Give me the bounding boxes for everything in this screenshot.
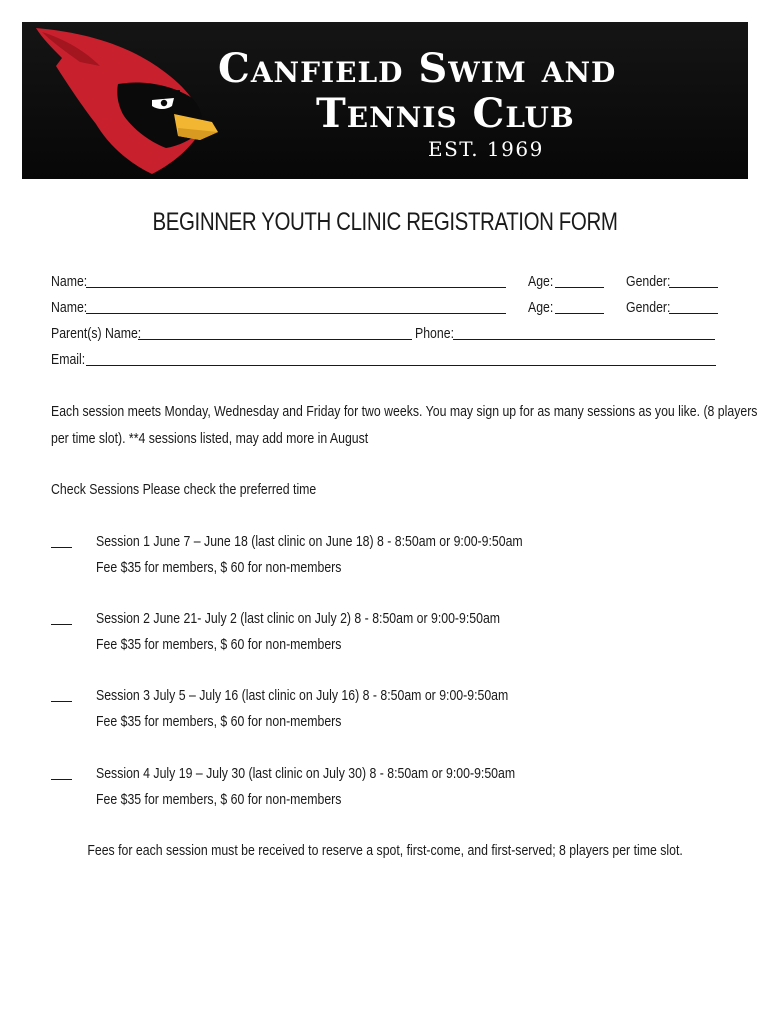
session-3-checkbox[interactable] (51, 700, 72, 702)
name-label: Name: (51, 299, 88, 316)
session-1-checkbox[interactable] (51, 546, 72, 548)
gender-field-2[interactable] (669, 312, 718, 314)
name-field-2[interactable] (86, 312, 506, 314)
session-4-checkbox[interactable] (51, 778, 72, 780)
gender-label: Gender: (626, 299, 671, 316)
check-sessions-instruction: Check Sessions Please check the preferred time (51, 481, 317, 498)
name-label: Name: (51, 273, 88, 290)
cardinal-bird-icon (22, 22, 222, 179)
fees-note (0, 842, 770, 859)
age-field-1[interactable] (555, 286, 604, 288)
age-label: Age: (528, 273, 554, 290)
phone-label: Phone: (415, 325, 454, 342)
form-title: BEGINNER YOUTH CLINIC REGISTRATION FORM (152, 208, 618, 236)
session-4-details: Session 4 July 19 – July 30 (last clinic on July 30) 8 - 8:50am or 9:00-9:50am (96, 765, 516, 782)
session-3-fee: Fee $35 for members, $ 60 for non-members (96, 713, 342, 730)
session-2-checkbox[interactable] (51, 623, 72, 625)
parent-name-field[interactable] (138, 338, 412, 340)
phone-field[interactable] (453, 338, 715, 340)
gender-field-1[interactable] (669, 286, 718, 288)
name-field-1[interactable] (86, 286, 506, 288)
club-name-line-1: Canfield Swim and (218, 45, 617, 92)
established-year: EST. 1969 (428, 137, 544, 161)
session-1-details: Session 1 June 7 – June 18 (last clinic on June 18) 8 - 8:50am or 9:00-9:50am (96, 533, 523, 550)
session-4-fee: Fee $35 for members, $ 60 for non-members (96, 791, 342, 808)
parent-name-label: Parent(s) Name: (51, 325, 142, 342)
age-field-2[interactable] (555, 312, 604, 314)
age-label: Age: (528, 299, 554, 316)
club-name-line-2: Tennis Club (316, 90, 575, 137)
session-1-fee: Fee $35 for members, $ 60 for non-members (96, 559, 342, 576)
gender-label: Gender: (626, 273, 671, 290)
session-2-details: Session 2 June 21- July 2 (last clinic on July 2) 8 - 8:50am or 9:00-9:50am (96, 610, 501, 627)
fees-note-text: Fees for each session must be received to reserve a spot, first-come, and first-served; 8 players per time slot. (87, 842, 683, 859)
intro-line-2: per time slot). **4 sessions listed, may add more in August (51, 430, 369, 447)
email-label: Email: (51, 351, 86, 368)
session-2-fee: Fee $35 for members, $ 60 for non-members (96, 636, 342, 653)
club-banner (22, 22, 748, 179)
email-field[interactable] (86, 364, 716, 366)
session-3-details: Session 3 July 5 – July 16 (last clinic on July 16) 8 - 8:50am or 9:00-9:50am (96, 687, 509, 704)
intro-line-1: Each session meets Monday, Wednesday and Friday for two weeks. You may sign up for as many sessions as you like. (8 players (51, 403, 758, 420)
